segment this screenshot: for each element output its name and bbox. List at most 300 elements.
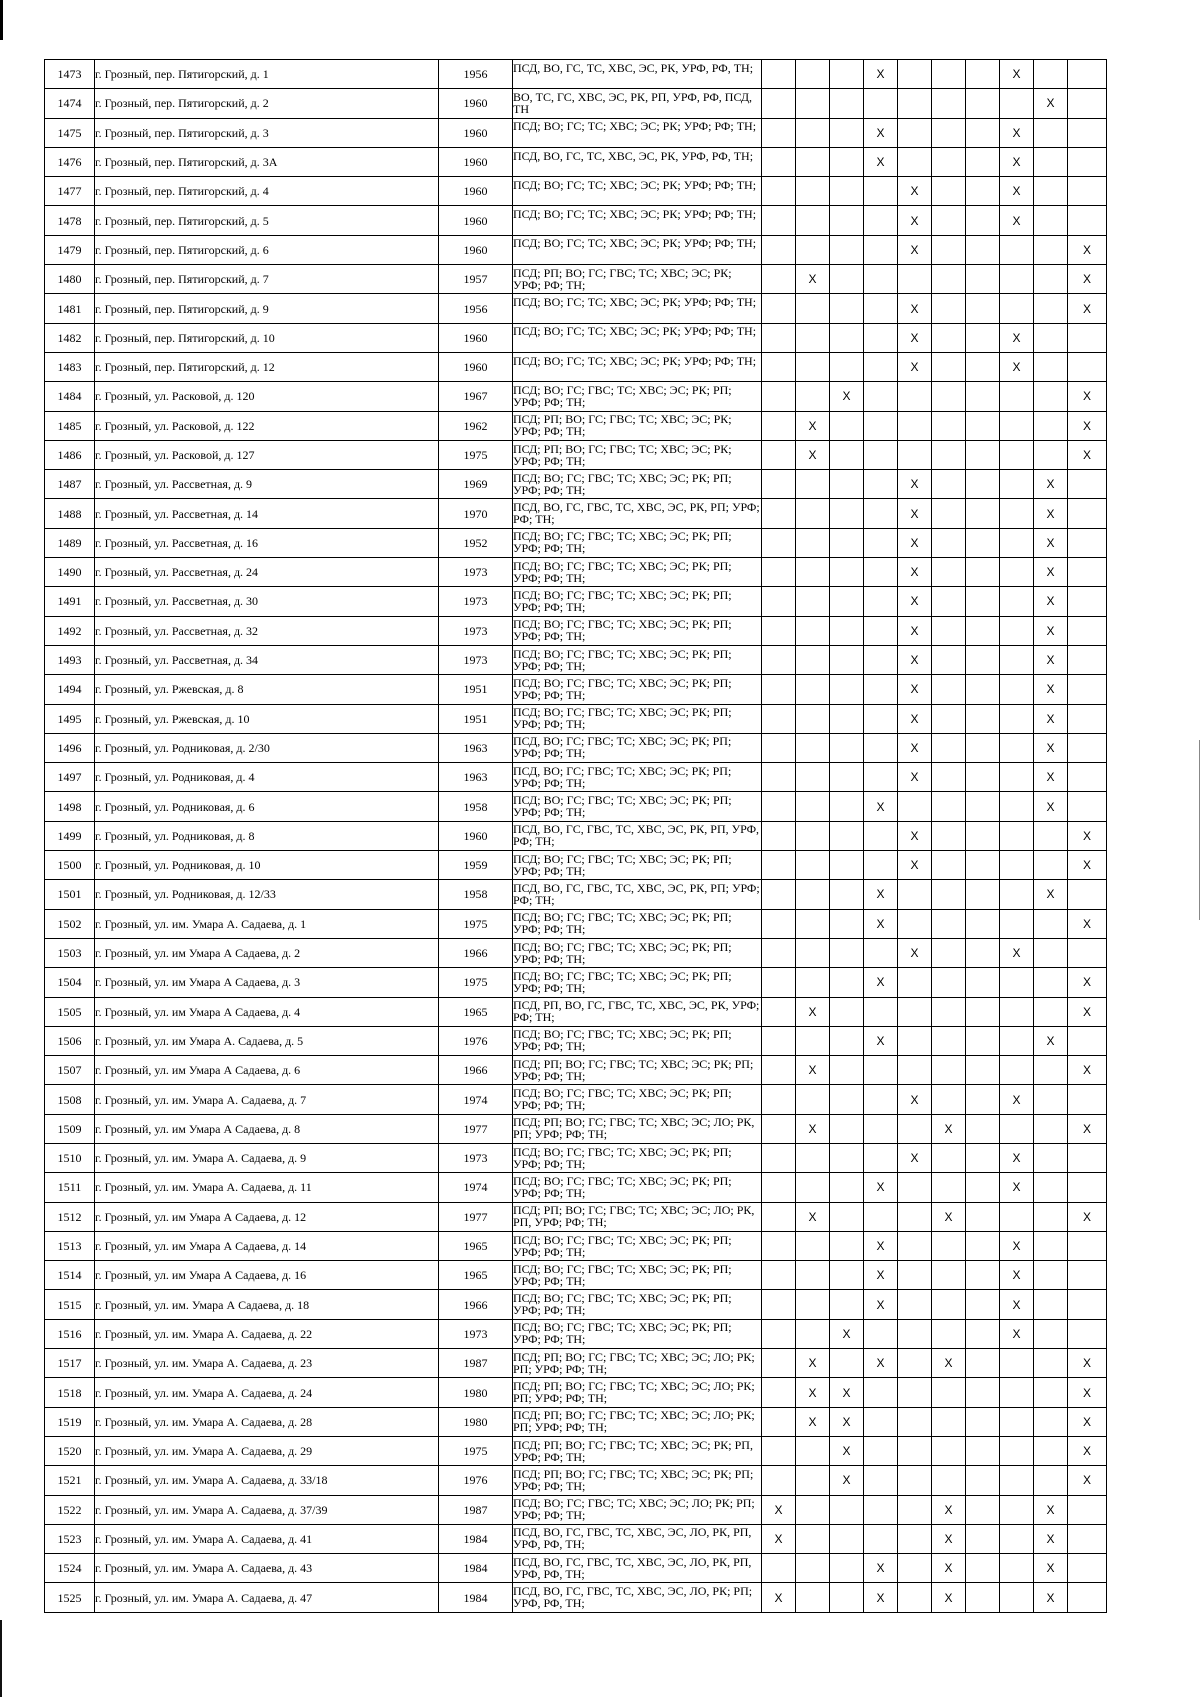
mark-cell-9 bbox=[1034, 147, 1068, 176]
mark-cell-5 bbox=[898, 382, 932, 411]
mark-cell-1 bbox=[762, 587, 796, 616]
table-row bbox=[45, 470, 1107, 499]
year-cell: 1966 bbox=[439, 1056, 513, 1085]
mark-cell-6 bbox=[932, 733, 966, 762]
mark-cell-10: X bbox=[1068, 909, 1107, 938]
mark-cell-10: X bbox=[1068, 411, 1107, 440]
mark-cell-1 bbox=[762, 1085, 796, 1114]
mark-cell-8 bbox=[1000, 1349, 1034, 1378]
table-row bbox=[45, 1056, 1107, 1085]
mark-cell-7 bbox=[966, 997, 1000, 1026]
row-number: 1509 bbox=[45, 1114, 95, 1143]
mark-cell-1 bbox=[762, 1173, 796, 1202]
mark-cell-2 bbox=[796, 1085, 830, 1114]
services-cell bbox=[513, 499, 762, 528]
mark-cell-9 bbox=[1034, 968, 1068, 997]
mark-cell-8 bbox=[1000, 1466, 1034, 1495]
mark-cell-2 bbox=[796, 909, 830, 938]
mark-cell-2 bbox=[796, 1495, 830, 1524]
services-cell bbox=[513, 1495, 762, 1524]
mark-cell-8 bbox=[1000, 733, 1034, 762]
table-row bbox=[45, 1466, 1107, 1495]
mark-cell-2 bbox=[796, 587, 830, 616]
table-row bbox=[45, 60, 1107, 89]
mark-cell-8: X bbox=[1000, 206, 1034, 235]
services-cell bbox=[513, 1173, 762, 1202]
services-cell bbox=[513, 235, 762, 264]
mark-cell-8 bbox=[1000, 675, 1034, 704]
services-cell-text: ПСД, ВО, ГС, ГВС, ТС, ХВС, ЭС, РК, РП; УРФ; РФ; ТН; bbox=[513, 501, 760, 527]
services-cell bbox=[513, 1349, 762, 1378]
mark-cell-4 bbox=[864, 645, 898, 674]
mark-cell-6: X bbox=[932, 1524, 966, 1553]
row-number: 1474 bbox=[45, 89, 95, 118]
mark-cell-10: X bbox=[1068, 1378, 1107, 1407]
services-cell bbox=[513, 1583, 762, 1612]
mark-cell-8 bbox=[1000, 558, 1034, 587]
mark-cell-8: X bbox=[1000, 352, 1034, 381]
address-cell: г. Грозный, ул. Расковой, д. 122 bbox=[95, 411, 439, 440]
year-cell: 1958 bbox=[439, 792, 513, 821]
year-cell: 1987 bbox=[439, 1495, 513, 1524]
mark-cell-8 bbox=[1000, 294, 1034, 323]
mark-cell-3 bbox=[830, 587, 864, 616]
mark-cell-6 bbox=[932, 235, 966, 264]
mark-cell-4: X bbox=[864, 1026, 898, 1055]
mark-cell-1 bbox=[762, 1261, 796, 1290]
mark-cell-10 bbox=[1068, 733, 1107, 762]
table-row bbox=[45, 1554, 1107, 1583]
year-cell: 1974 bbox=[439, 1085, 513, 1114]
row-number: 1500 bbox=[45, 851, 95, 880]
row-number: 1508 bbox=[45, 1085, 95, 1114]
year-cell: 1977 bbox=[439, 1202, 513, 1231]
mark-cell-10: X bbox=[1068, 382, 1107, 411]
mark-cell-7 bbox=[966, 1466, 1000, 1495]
mark-cell-7 bbox=[966, 1436, 1000, 1465]
mark-cell-5 bbox=[898, 1290, 932, 1319]
table-row bbox=[45, 352, 1107, 381]
services-cell-text: ПСД; ВО; ГС; ГВС; ТС; ХВС; ЭС; РК; РП; УРФ; РФ; ТН; bbox=[513, 618, 732, 644]
address-cell: г. Грозный, ул. Рассветная, д. 34 bbox=[95, 645, 439, 674]
mark-cell-3 bbox=[830, 60, 864, 89]
mark-cell-7 bbox=[966, 470, 1000, 499]
mark-cell-2 bbox=[796, 235, 830, 264]
mark-cell-1: X bbox=[762, 1583, 796, 1612]
mark-cell-8 bbox=[1000, 528, 1034, 557]
address-cell: г. Грозный, ул. им Умара А. Садаева, д. 5 bbox=[95, 1026, 439, 1055]
services-cell bbox=[513, 851, 762, 880]
mark-cell-6 bbox=[932, 1436, 966, 1465]
mark-cell-7 bbox=[966, 528, 1000, 557]
year-cell: 1965 bbox=[439, 1261, 513, 1290]
services-cell bbox=[513, 645, 762, 674]
mark-cell-2 bbox=[796, 675, 830, 704]
mark-cell-6 bbox=[932, 1466, 966, 1495]
mark-cell-1 bbox=[762, 528, 796, 557]
mark-cell-9 bbox=[1034, 1202, 1068, 1231]
row-number: 1495 bbox=[45, 704, 95, 733]
table-row bbox=[45, 1261, 1107, 1290]
services-cell-text: ПСД; ВО; ГС; ГВС; ТС; ХВС; ЭС; РК; РП; УРФ; РФ; ТН; bbox=[513, 1292, 732, 1318]
mark-cell-5 bbox=[898, 440, 932, 469]
mark-cell-2 bbox=[796, 733, 830, 762]
mark-cell-10 bbox=[1068, 645, 1107, 674]
mark-cell-8 bbox=[1000, 1056, 1034, 1085]
mark-cell-4 bbox=[864, 821, 898, 850]
table-row bbox=[45, 1202, 1107, 1231]
mark-cell-7 bbox=[966, 821, 1000, 850]
services-cell-text: ПСД; ВО; ГС; ТС; ХВС; ЭС; РК; УРФ; РФ; ТН; bbox=[513, 354, 757, 368]
mark-cell-2 bbox=[796, 1231, 830, 1260]
mark-cell-3 bbox=[830, 733, 864, 762]
mark-cell-1 bbox=[762, 1554, 796, 1583]
row-number: 1490 bbox=[45, 558, 95, 587]
table-row bbox=[45, 294, 1107, 323]
services-cell bbox=[513, 587, 762, 616]
mark-cell-6 bbox=[932, 616, 966, 645]
mark-cell-7 bbox=[966, 1261, 1000, 1290]
mark-cell-6 bbox=[932, 675, 966, 704]
address-cell: г. Грозный, пер. Пятигорский, д. 7 bbox=[95, 265, 439, 294]
mark-cell-4 bbox=[864, 1466, 898, 1495]
mark-cell-7 bbox=[966, 235, 1000, 264]
year-cell: 1975 bbox=[439, 440, 513, 469]
row-number: 1488 bbox=[45, 499, 95, 528]
mark-cell-4: X bbox=[864, 118, 898, 147]
mark-cell-10 bbox=[1068, 1231, 1107, 1260]
mark-cell-2 bbox=[796, 938, 830, 967]
mark-cell-7 bbox=[966, 1202, 1000, 1231]
year-cell: 1973 bbox=[439, 1143, 513, 1172]
row-number: 1519 bbox=[45, 1407, 95, 1436]
mark-cell-9 bbox=[1034, 851, 1068, 880]
mark-cell-2 bbox=[796, 323, 830, 352]
year-cell: 1951 bbox=[439, 704, 513, 733]
mark-cell-8: X bbox=[1000, 938, 1034, 967]
services-cell-text: ПСД; ВО; ГС; ТС; ХВС; ЭС; РК; УРФ; РФ; ТН; bbox=[513, 120, 757, 134]
table-row bbox=[45, 997, 1107, 1026]
mark-cell-7 bbox=[966, 968, 1000, 997]
mark-cell-4 bbox=[864, 382, 898, 411]
mark-cell-2 bbox=[796, 1583, 830, 1612]
services-cell-text: ПСД; ВО; ГС; ГВС; ТС; ХВС; ЭС; РК; РП; УРФ; РФ; ТН; bbox=[513, 676, 732, 702]
mark-cell-7 bbox=[966, 704, 1000, 733]
table-row bbox=[45, 821, 1107, 850]
services-cell-text: ПСД; ВО; ГС; ГВС; ТС; ХВС; ЭС; РК; РП; УРФ; РФ; ТН; bbox=[513, 969, 732, 995]
services-cell-text: ПСД, ВО; ГС; ГВС; ТС; ХВС; ЭС; РК; РП; УРФ; РФ; ТН; bbox=[513, 764, 732, 790]
address-cell: г. Грозный, ул. им. Умара А. Садаева, д. 47 bbox=[95, 1583, 439, 1612]
mark-cell-7 bbox=[966, 411, 1000, 440]
table-row bbox=[45, 1231, 1107, 1260]
mark-cell-5 bbox=[898, 1114, 932, 1143]
mark-cell-9: X bbox=[1034, 587, 1068, 616]
mark-cell-2: X bbox=[796, 997, 830, 1026]
mark-cell-1 bbox=[762, 733, 796, 762]
mark-cell-6 bbox=[932, 909, 966, 938]
year-cell: 1958 bbox=[439, 880, 513, 909]
mark-cell-3 bbox=[830, 1554, 864, 1583]
table-row bbox=[45, 1085, 1107, 1114]
mark-cell-9 bbox=[1034, 1436, 1068, 1465]
address-cell: г. Грозный, ул. им Умара А Садаева, д. 14 bbox=[95, 1231, 439, 1260]
mark-cell-9 bbox=[1034, 938, 1068, 967]
mark-cell-1 bbox=[762, 1436, 796, 1465]
services-cell-text: ПСД; РП; ВО; ГС; ГВС; ТС; ХВС; ЭС; ЛО; РК; РП; УРФ; РФ; ТН; bbox=[513, 1409, 755, 1435]
row-number: 1512 bbox=[45, 1202, 95, 1231]
table-row bbox=[45, 323, 1107, 352]
mark-cell-3 bbox=[830, 1290, 864, 1319]
mark-cell-6: X bbox=[932, 1583, 966, 1612]
mark-cell-2 bbox=[796, 645, 830, 674]
address-cell: г. Грозный, ул. им. Умара А. Садаева, д. 9 bbox=[95, 1143, 439, 1172]
services-cell-text: ПСД; ВО; ГС; ГВС; ТС; ХВС; ЭС; РК; РП; УРФ; РФ; ТН; bbox=[513, 794, 732, 820]
mark-cell-4: X bbox=[864, 147, 898, 176]
year-cell: 1951 bbox=[439, 675, 513, 704]
services-cell bbox=[513, 1026, 762, 1055]
mark-cell-1 bbox=[762, 1231, 796, 1260]
mark-cell-5 bbox=[898, 1056, 932, 1085]
mark-cell-10: X bbox=[1068, 1114, 1107, 1143]
row-number: 1521 bbox=[45, 1466, 95, 1495]
mark-cell-6 bbox=[932, 1261, 966, 1290]
year-cell: 1974 bbox=[439, 1173, 513, 1202]
services-cell bbox=[513, 1466, 762, 1495]
table-row bbox=[45, 558, 1107, 587]
mark-cell-5 bbox=[898, 60, 932, 89]
year-cell: 1987 bbox=[439, 1349, 513, 1378]
mark-cell-8 bbox=[1000, 587, 1034, 616]
mark-cell-5: X bbox=[898, 499, 932, 528]
services-cell bbox=[513, 1056, 762, 1085]
services-cell bbox=[513, 89, 762, 118]
mark-cell-2 bbox=[796, 60, 830, 89]
services-cell bbox=[513, 1114, 762, 1143]
row-number: 1489 bbox=[45, 528, 95, 557]
mark-cell-1 bbox=[762, 997, 796, 1026]
year-cell: 1960 bbox=[439, 147, 513, 176]
table-row bbox=[45, 1583, 1107, 1612]
mark-cell-10 bbox=[1068, 206, 1107, 235]
mark-cell-2: X bbox=[796, 411, 830, 440]
mark-cell-10: X bbox=[1068, 1466, 1107, 1495]
mark-cell-5: X bbox=[898, 470, 932, 499]
mark-cell-1 bbox=[762, 323, 796, 352]
services-cell-text: ПСД, ВО, ГС, ГВС, ТС, ХВС, ЭС, РК, РП; УРФ; РФ; ТН; bbox=[513, 881, 760, 907]
services-cell bbox=[513, 909, 762, 938]
mark-cell-10 bbox=[1068, 1143, 1107, 1172]
mark-cell-8: X bbox=[1000, 1290, 1034, 1319]
mark-cell-7 bbox=[966, 440, 1000, 469]
row-number: 1504 bbox=[45, 968, 95, 997]
scan-edge-mark bbox=[0, 0, 3, 40]
address-cell: г. Грозный, пер. Пятигорский, д. 5 bbox=[95, 206, 439, 235]
mark-cell-10: X bbox=[1068, 851, 1107, 880]
mark-cell-4: X bbox=[864, 1261, 898, 1290]
services-cell-text: ПСД; ВО; ГС; ГВС; ТС; ХВС; ЭС; РК; РП; УРФ; РФ; ТН; bbox=[513, 1233, 732, 1259]
mark-cell-3 bbox=[830, 1202, 864, 1231]
mark-cell-5 bbox=[898, 1524, 932, 1553]
mark-cell-1 bbox=[762, 821, 796, 850]
mark-cell-9: X bbox=[1034, 1554, 1068, 1583]
registry-rows bbox=[45, 60, 1107, 1613]
year-cell: 1977 bbox=[439, 1114, 513, 1143]
mark-cell-5 bbox=[898, 1231, 932, 1260]
mark-cell-5: X bbox=[898, 821, 932, 850]
mark-cell-9: X bbox=[1034, 1583, 1068, 1612]
mark-cell-4 bbox=[864, 323, 898, 352]
mark-cell-1 bbox=[762, 177, 796, 206]
mark-cell-8 bbox=[1000, 499, 1034, 528]
address-cell: г. Грозный, ул. Рассветная, д. 30 bbox=[95, 587, 439, 616]
year-cell: 1975 bbox=[439, 968, 513, 997]
mark-cell-9: X bbox=[1034, 645, 1068, 674]
table-row bbox=[45, 1495, 1107, 1524]
year-cell: 1984 bbox=[439, 1554, 513, 1583]
mark-cell-1 bbox=[762, 352, 796, 381]
mark-cell-7 bbox=[966, 1026, 1000, 1055]
year-cell: 1973 bbox=[439, 558, 513, 587]
table-row bbox=[45, 763, 1107, 792]
year-cell: 1984 bbox=[439, 1524, 513, 1553]
services-cell-text: ПСД; РП; ВО; ГС; ГВС; ТС; ХВС; ЭС; РК; РП; УРФ; РФ; ТН; bbox=[513, 1057, 754, 1083]
mark-cell-9 bbox=[1034, 352, 1068, 381]
mark-cell-1 bbox=[762, 1290, 796, 1319]
services-cell bbox=[513, 118, 762, 147]
mark-cell-4 bbox=[864, 733, 898, 762]
mark-cell-10: X bbox=[1068, 1202, 1107, 1231]
mark-cell-3 bbox=[830, 440, 864, 469]
services-cell bbox=[513, 352, 762, 381]
address-cell: г. Грозный, ул. им. Умара А. Садаева, д. 7 bbox=[95, 1085, 439, 1114]
mark-cell-10 bbox=[1068, 528, 1107, 557]
row-number: 1503 bbox=[45, 938, 95, 967]
address-cell: г. Грозный, ул. Рассветная, д. 16 bbox=[95, 528, 439, 557]
mark-cell-8: X bbox=[1000, 1173, 1034, 1202]
mark-cell-6 bbox=[932, 323, 966, 352]
mark-cell-2: X bbox=[796, 1407, 830, 1436]
mark-cell-3 bbox=[830, 763, 864, 792]
services-cell-text: ПСД, РП, ВО, ГС, ГВС, ТС, ХВС, ЭС, РК, УРФ; РФ; ТН; bbox=[513, 999, 760, 1025]
mark-cell-4 bbox=[864, 704, 898, 733]
row-number: 1473 bbox=[45, 60, 95, 89]
mark-cell-3 bbox=[830, 968, 864, 997]
services-cell bbox=[513, 206, 762, 235]
year-cell: 1959 bbox=[439, 851, 513, 880]
mark-cell-9 bbox=[1034, 1290, 1068, 1319]
mark-cell-2 bbox=[796, 1466, 830, 1495]
row-number: 1520 bbox=[45, 1436, 95, 1465]
year-cell: 1970 bbox=[439, 499, 513, 528]
services-cell-text: ПСД; РП; ВО; ГС; ГВС; ТС; ХВС; ЭС; ЛО; РК, РП; УРФ; РФ; ТН; bbox=[513, 1116, 755, 1142]
mark-cell-3 bbox=[830, 880, 864, 909]
mark-cell-6 bbox=[932, 294, 966, 323]
mark-cell-10: X bbox=[1068, 235, 1107, 264]
address-cell: г. Грозный, ул. им. Умара А. Садаева, д. 24 bbox=[95, 1378, 439, 1407]
mark-cell-6 bbox=[932, 792, 966, 821]
year-cell: 1962 bbox=[439, 411, 513, 440]
mark-cell-2 bbox=[796, 880, 830, 909]
mark-cell-9: X bbox=[1034, 1524, 1068, 1553]
mark-cell-9 bbox=[1034, 1466, 1068, 1495]
mark-cell-1 bbox=[762, 880, 796, 909]
row-number: 1494 bbox=[45, 675, 95, 704]
mark-cell-1 bbox=[762, 968, 796, 997]
mark-cell-2 bbox=[796, 352, 830, 381]
year-cell: 1976 bbox=[439, 1466, 513, 1495]
mark-cell-10 bbox=[1068, 1290, 1107, 1319]
mark-cell-10 bbox=[1068, 177, 1107, 206]
mark-cell-10 bbox=[1068, 763, 1107, 792]
mark-cell-5 bbox=[898, 1466, 932, 1495]
mark-cell-5 bbox=[898, 1436, 932, 1465]
services-cell bbox=[513, 968, 762, 997]
mark-cell-5 bbox=[898, 118, 932, 147]
mark-cell-10: X bbox=[1068, 968, 1107, 997]
mark-cell-8: X bbox=[1000, 1085, 1034, 1114]
year-cell: 1963 bbox=[439, 763, 513, 792]
mark-cell-3 bbox=[830, 470, 864, 499]
mark-cell-10: X bbox=[1068, 294, 1107, 323]
mark-cell-7 bbox=[966, 938, 1000, 967]
mark-cell-7 bbox=[966, 177, 1000, 206]
mark-cell-6 bbox=[932, 499, 966, 528]
mark-cell-6 bbox=[932, 147, 966, 176]
mark-cell-10: X bbox=[1068, 997, 1107, 1026]
row-number: 1518 bbox=[45, 1378, 95, 1407]
mark-cell-5 bbox=[898, 1378, 932, 1407]
mark-cell-1 bbox=[762, 851, 796, 880]
mark-cell-2: X bbox=[796, 1378, 830, 1407]
mark-cell-9 bbox=[1034, 177, 1068, 206]
year-cell: 1973 bbox=[439, 587, 513, 616]
address-cell: г. Грозный, ул. Родниковая, д. 4 bbox=[95, 763, 439, 792]
mark-cell-3 bbox=[830, 1261, 864, 1290]
mark-cell-1 bbox=[762, 89, 796, 118]
table-row bbox=[45, 118, 1107, 147]
mark-cell-2 bbox=[796, 1173, 830, 1202]
mark-cell-2 bbox=[796, 1143, 830, 1172]
mark-cell-6 bbox=[932, 968, 966, 997]
address-cell: г. Грозный, пер. Пятигорский, д. 2 bbox=[95, 89, 439, 118]
mark-cell-2 bbox=[796, 118, 830, 147]
mark-cell-10 bbox=[1068, 1495, 1107, 1524]
mark-cell-1 bbox=[762, 118, 796, 147]
mark-cell-9: X bbox=[1034, 558, 1068, 587]
mark-cell-9 bbox=[1034, 1085, 1068, 1114]
mark-cell-10 bbox=[1068, 792, 1107, 821]
mark-cell-6 bbox=[932, 704, 966, 733]
mark-cell-7 bbox=[966, 1407, 1000, 1436]
table-row bbox=[45, 528, 1107, 557]
mark-cell-8 bbox=[1000, 792, 1034, 821]
mark-cell-9: X bbox=[1034, 733, 1068, 762]
mark-cell-2 bbox=[796, 470, 830, 499]
mark-cell-7 bbox=[966, 206, 1000, 235]
address-cell: г. Грозный, ул. им. Умара А. Садаева, д. 1 bbox=[95, 909, 439, 938]
year-cell: 1960 bbox=[439, 352, 513, 381]
row-number: 1506 bbox=[45, 1026, 95, 1055]
mark-cell-3: X bbox=[830, 1466, 864, 1495]
address-cell: г. Грозный, пер. Пятигорский, д. 9 bbox=[95, 294, 439, 323]
year-cell: 1973 bbox=[439, 645, 513, 674]
mark-cell-5: X bbox=[898, 558, 932, 587]
row-number: 1487 bbox=[45, 470, 95, 499]
table-row bbox=[45, 382, 1107, 411]
mark-cell-4 bbox=[864, 587, 898, 616]
mark-cell-1 bbox=[762, 294, 796, 323]
mark-cell-2: X bbox=[796, 440, 830, 469]
